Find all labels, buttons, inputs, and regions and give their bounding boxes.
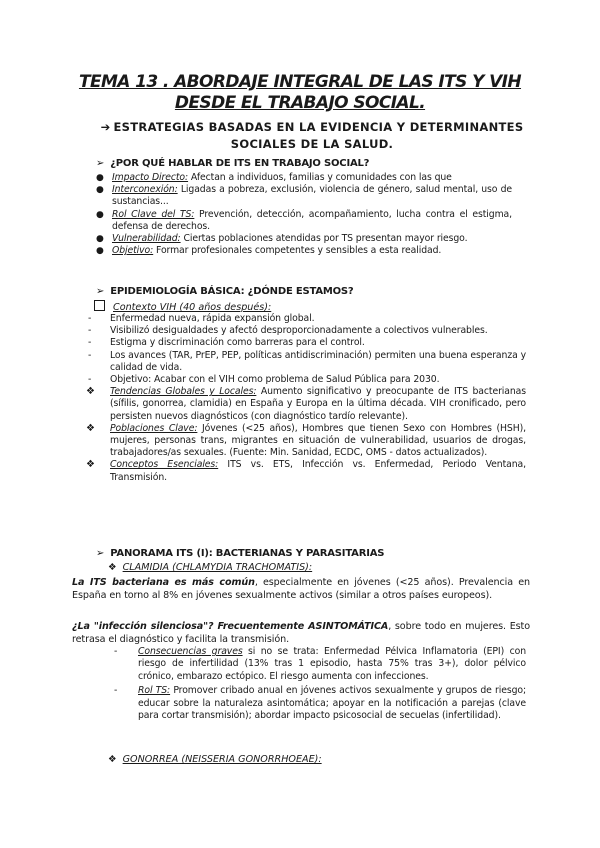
arrowhead-bullet-icon: ➢ — [96, 548, 105, 559]
subtitle-text: ESTRATEGIAS BASADAS EN LA EVIDENCIA Y DETERMINANTES SOCIALES DE LA SALUD. — [113, 120, 524, 151]
clamidia-sublist — [110, 646, 526, 722]
context-list — [86, 313, 526, 484]
diamond-bullet-icon: ❖ — [86, 422, 95, 434]
section-heading-text: EPIDEMIOLOGÍA BÁSICA: ¿DÓNDE ESTAMOS? — [110, 286, 354, 297]
list-item: - Enfermedad nueva, rápida expansión global. — [88, 313, 315, 324]
list-item: ❖ Conceptos Esenciales: ITS vs. ETS, Infección vs. Enfermedad, Periodo Ventana, Transmisión. — [86, 459, 526, 483]
subsection-gonorrea: ❖ GONORREA (NEISSERIA GONORRHOEAE): — [108, 754, 322, 765]
dash-bullet: - — [88, 349, 92, 361]
list-item: ● Impacto Directo: Afectan a individuos, familias y comunidades con las que — [96, 172, 452, 183]
bullet-icon: ● — [96, 246, 104, 257]
list-item: ❖ Tendencias Globales y Locales: Aumento significativo y preocupante de ITS bacterianas (sífilis, gonorrea, clamidia) en España y Europa en la última década. VIH cronificado, pero persisten nuevos diagnósticos (con diagnóstico tardío relevante). — [86, 386, 527, 422]
arrowhead-bullet-icon: ➢ — [96, 158, 105, 169]
list-item: ● Objetivo: Formar profesionales competentes y sensibles a esta realidad. — [96, 245, 442, 257]
clamidia-paragraph-1: La ITS bacteriana es más común, especialmente en jóvenes (<25 años). Prevalencia en España en torno al 8% en jóvenes sexualmente activos (similar a otros países europeos). — [72, 577, 531, 601]
section-heading-why — [96, 158, 369, 169]
diamond-bullet-icon: ❖ — [108, 562, 117, 573]
list-item: - Rol TS: Promover cribado anual en jóvenes activos sexualmente y grupos de riesgo; educar sobre la naturaleza asintomática; apoyar en la notificación a parejas (clave para cortar transmisión); abordar impacto psicosocial de secuelas (infertilidad). — [114, 685, 527, 722]
dash-bullet: - — [88, 374, 92, 386]
section-heading-text: ¿POR QUÉ HABLAR DE ITS EN TRABAJO SOCIAL? — [110, 158, 370, 169]
page-title: TEMA 13 . ABORDAJE INTEGRAL DE LAS ITS Y VIH DESDE EL TRABAJO SOCIAL. — [78, 72, 522, 113]
list-item: ● Vulnerabilidad: Ciertas poblaciones atendidas por TS presentan mayor riesgo. — [96, 233, 468, 245]
bullet-icon: ● — [96, 209, 104, 220]
section-heading-panorama — [96, 548, 384, 559]
list-item: - Los avances (TAR, PrEP, PEP, políticas antidiscriminación) permiten una buena esperanza y calidad de vida. — [88, 349, 526, 373]
dash-bullet: - — [88, 313, 92, 324]
dash-bullet: - — [88, 337, 92, 349]
bullet-icon: ● — [96, 173, 104, 183]
diamond-bullet-icon: ❖ — [86, 459, 95, 471]
list-item: ❖ Poblaciones Clave: Jóvenes (<25 años), Hombres que tienen Sexo con Hombres (HSH), mujeres, personas trans, migrantes en situación de vulnerabilidad, usuarios de drogas, trabajadores/as sexuales. (Fuente: Min. Sanidad, ECDC, OMS - datos actualizados). — [86, 422, 526, 459]
list-item: - Visibilizó desigualdades y afectó desproporcionadamente a colectivos vulnerables. — [88, 325, 488, 337]
diamond-bullet-icon: ❖ — [108, 754, 117, 765]
context-heading: Contexto VIH (40 años después): — [94, 300, 271, 313]
clamidia-paragraph-2: ¿La "infección silenciosa"? Frecuentemente ASINTOMÁTICA, sobre todo en mujeres. Esto retrasa el diagnóstico y facilita la transmisión. — [72, 621, 530, 645]
arrowhead-bullet-icon: ➢ — [96, 286, 105, 297]
dash-bullet: - — [88, 325, 92, 337]
diamond-bullet-icon: ❖ — [86, 386, 95, 398]
page-subtitle — [92, 119, 532, 153]
list-item: - Estigma y discriminación como barreras para el control. — [88, 337, 365, 349]
arrow-right-icon: ➔ — [100, 120, 111, 134]
bullet-icon: ● — [96, 234, 104, 245]
why-bullet-list — [94, 172, 512, 257]
list-item: ● Interconexión: Ligadas a pobreza, exclusión, violencia de género, salud mental, uso de sustancias... — [96, 184, 512, 208]
list-item: - Objetivo: Acabar con el VIH como problema de Salud Pública para 2030. — [88, 374, 440, 386]
section-heading-text: PANORAMA ITS (I): BACTERIANAS Y PARASITARIAS — [110, 548, 385, 559]
checkbox-square-icon — [94, 300, 105, 311]
dash-bullet: - — [114, 685, 118, 697]
list-item: ● Rol Clave del TS: Prevención, detección, acompañamiento, lucha contra el estigma, defensa de derechos. — [96, 208, 512, 232]
subsection-clamidia: ❖ CLAMIDIA (CHLAMYDIA TRACHOMATIS): — [108, 562, 313, 573]
dash-bullet: - — [114, 646, 118, 657]
section-heading-epidemiology — [96, 286, 354, 297]
bullet-icon: ● — [96, 185, 104, 196]
list-item: - Consecuencias graves si no se trata: Enfermedad Pélvica Inflamatoria (EPI) con riesgo de infertilidad (13% tras 1 episodio, hasta 75% tras 3+), dolor pélvico crónico, embarazo ectópico. El riesgo aumenta con infecciones. — [114, 646, 526, 682]
